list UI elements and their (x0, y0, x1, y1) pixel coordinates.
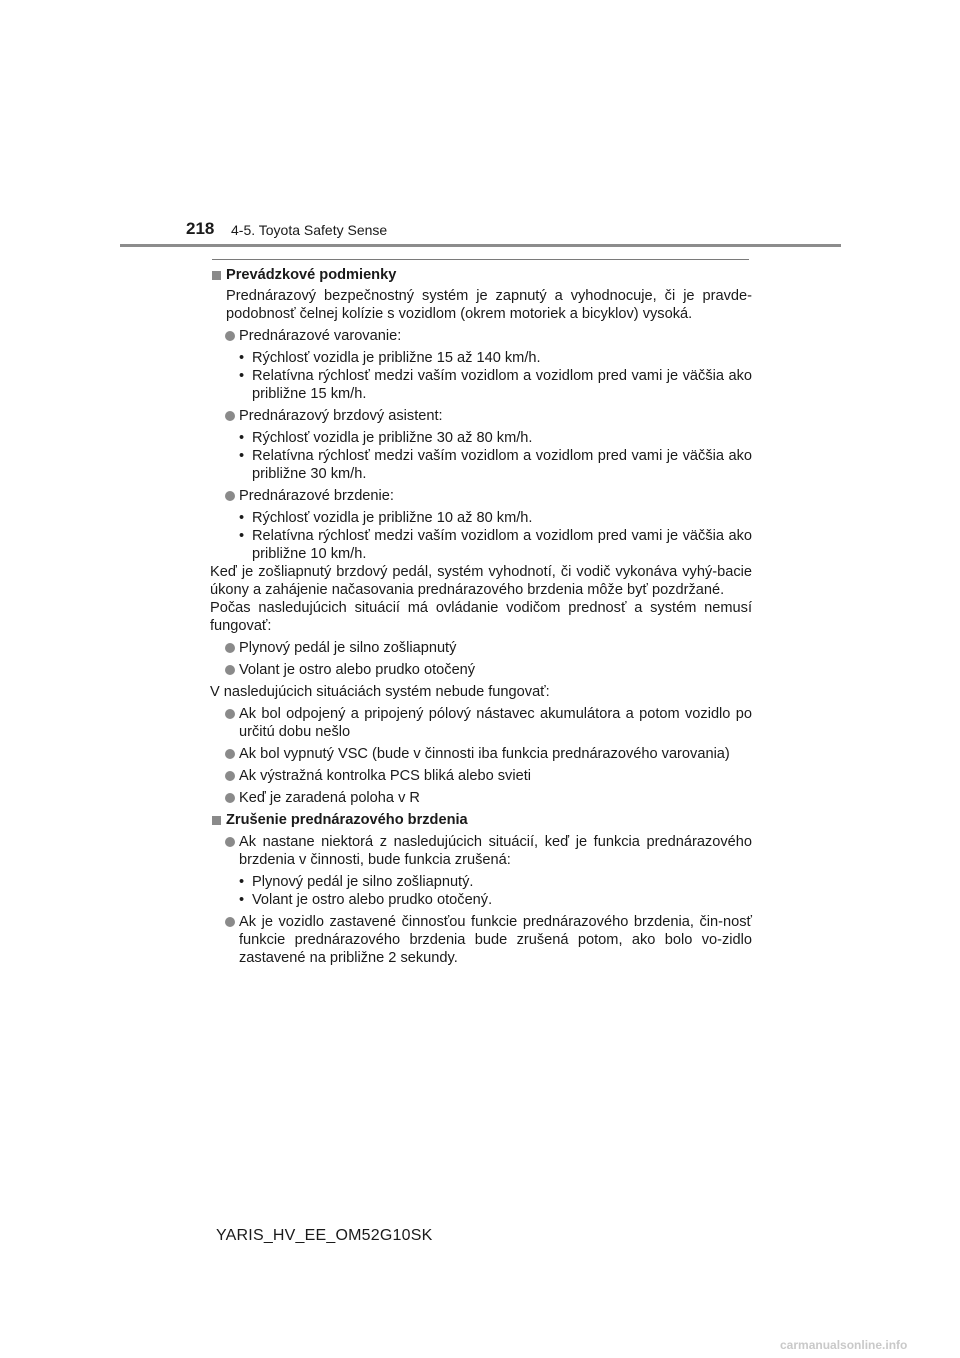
note-paragraph: Keď je zošliapnutý brzdový pedál, systém vyhodnotí, či vodič vykonáva vyhý-bacie úkony a zahájenie načasovania prednárazového brzdenia môže byť pozdržané. (210, 564, 752, 598)
list-item-text: Ak bol vypnutý VSC (bude v činnosti iba funkcia prednárazového varovania) (239, 746, 730, 762)
list-item-text: Plynový pedál je silno zošliapnutý (239, 640, 457, 656)
list-item-text: Ak bol odpojený a pripojený pólový nástavec akumulátora a potom vozidlo po určitú dobu nešlo (239, 706, 752, 740)
section-heading (210, 811, 752, 829)
sub-list-item (210, 509, 752, 527)
content-divider (212, 259, 749, 260)
sub-list-item-text: Volant je ostro alebo prudko otočený. (252, 892, 493, 908)
document-code: YARIS_HV_EE_OM52G10SK (216, 1227, 433, 1244)
list-item (210, 661, 752, 679)
bullet-marker: • (239, 510, 245, 526)
bullet-marker: • (239, 350, 245, 366)
sub-list-item-text: Plynový pedál je silno zošliapnutý. (252, 874, 474, 890)
heading-text: Zrušenie prednárazového brzdenia (226, 812, 468, 828)
sub-list-item (210, 527, 752, 563)
sub-list-item (210, 429, 752, 447)
square-bullet-icon (212, 271, 221, 280)
list-item-text: Keď je zaradená poloha v R (239, 790, 420, 806)
list-item (210, 913, 752, 967)
round-bullet-icon (225, 771, 235, 781)
list-item-text: Ak nastane niektorá z nasledujúcich situácií, keď je funkcia prednárazového brzdenia v činnosti, bude funkcia zrušená: (239, 834, 752, 868)
round-bullet-icon (225, 917, 235, 927)
list-item-text: Prednárazový brzdový asistent: (239, 408, 443, 424)
intro-paragraph: Prednárazový bezpečnostný systém je zapnutý a vyhodnocuje, či je pravde-podobnosť čelnej kolízie s vozidlom (okrem motoriek a bicyklov) vysoká. (226, 288, 752, 322)
list-item-text: Prednárazové varovanie: (239, 328, 402, 344)
sub-list-item (210, 891, 752, 909)
list-item (210, 705, 752, 741)
sub-list-item-text: Rýchlosť vozidla je približne 30 až 80 km/h. (252, 430, 533, 446)
square-bullet-icon (212, 816, 221, 825)
bullet-marker: • (239, 874, 245, 890)
round-bullet-icon (225, 643, 235, 653)
round-bullet-icon (225, 491, 235, 501)
page-content (210, 266, 752, 967)
round-bullet-icon (225, 709, 235, 719)
list-item (210, 639, 752, 657)
sub-list-item (210, 873, 752, 891)
list-item (210, 327, 752, 345)
section-heading (210, 266, 752, 284)
list-item-text: Volant je ostro alebo prudko otočený (239, 662, 476, 678)
sub-list-item-text: Rýchlosť vozidla je približne 10 až 80 km/h. (252, 510, 533, 526)
sub-list-item (210, 367, 752, 403)
sub-list-item-text: Relatívna rýchlosť medzi vaším vozidlom a vozidlom pred vami je väčšia ako približne 10 km/h. (252, 528, 752, 562)
page-number: 218 (186, 219, 215, 238)
list-item (210, 745, 752, 763)
round-bullet-icon (225, 749, 235, 759)
sub-list-item (210, 349, 752, 367)
note-paragraph: V nasledujúcich situáciách systém nebude fungovať: (210, 684, 550, 700)
list-item (210, 487, 752, 505)
page-header (0, 0, 960, 250)
note-paragraph: Počas nasledujúcich situácií má ovládanie vodičom prednosť a systém nemusí fungovať: (210, 600, 752, 634)
bullet-marker: • (239, 892, 245, 908)
sub-list-item (210, 447, 752, 483)
bullet-marker: • (239, 528, 245, 544)
section-title: 4-5. Toyota Safety Sense (231, 222, 388, 238)
list-item-text: Prednárazové brzdenie: (239, 488, 394, 504)
header-divider (120, 244, 841, 247)
sub-list-item-text: Relatívna rýchlosť medzi vaším vozidlom a vozidlom pred vami je väčšia ako približne 30 km/h. (252, 448, 752, 482)
round-bullet-icon (225, 411, 235, 421)
list-item (210, 789, 752, 807)
list-item (210, 767, 752, 785)
sub-list-item-text: Relatívna rýchlosť medzi vaším vozidlom a vozidlom pred vami je väčšia ako približne 15 km/h. (252, 368, 752, 402)
round-bullet-icon (225, 665, 235, 675)
bullet-marker: • (239, 430, 245, 446)
list-item (210, 407, 752, 425)
watermark-text: carmanualsonline.info (780, 1338, 908, 1352)
round-bullet-icon (225, 837, 235, 847)
heading-text: Prevádzkové podmienky (226, 267, 397, 283)
list-item-text: Ak je vozidlo zastavené činnosťou funkcie prednárazového brzdenia, čin-nosť funkcie prednárazového brzdenia bude zrušená potom, ako bolo vo-zidlo zastavené na približne 2 sekundy. (239, 914, 752, 966)
sub-list-item-text: Rýchlosť vozidla je približne 15 až 140 km/h. (252, 350, 541, 366)
bullet-marker: • (239, 368, 245, 384)
round-bullet-icon (225, 793, 235, 803)
round-bullet-icon (225, 331, 235, 341)
list-item-text: Ak výstražná kontrolka PCS bliká alebo svieti (239, 768, 532, 784)
list-item (210, 833, 752, 869)
bullet-marker: • (239, 448, 245, 464)
